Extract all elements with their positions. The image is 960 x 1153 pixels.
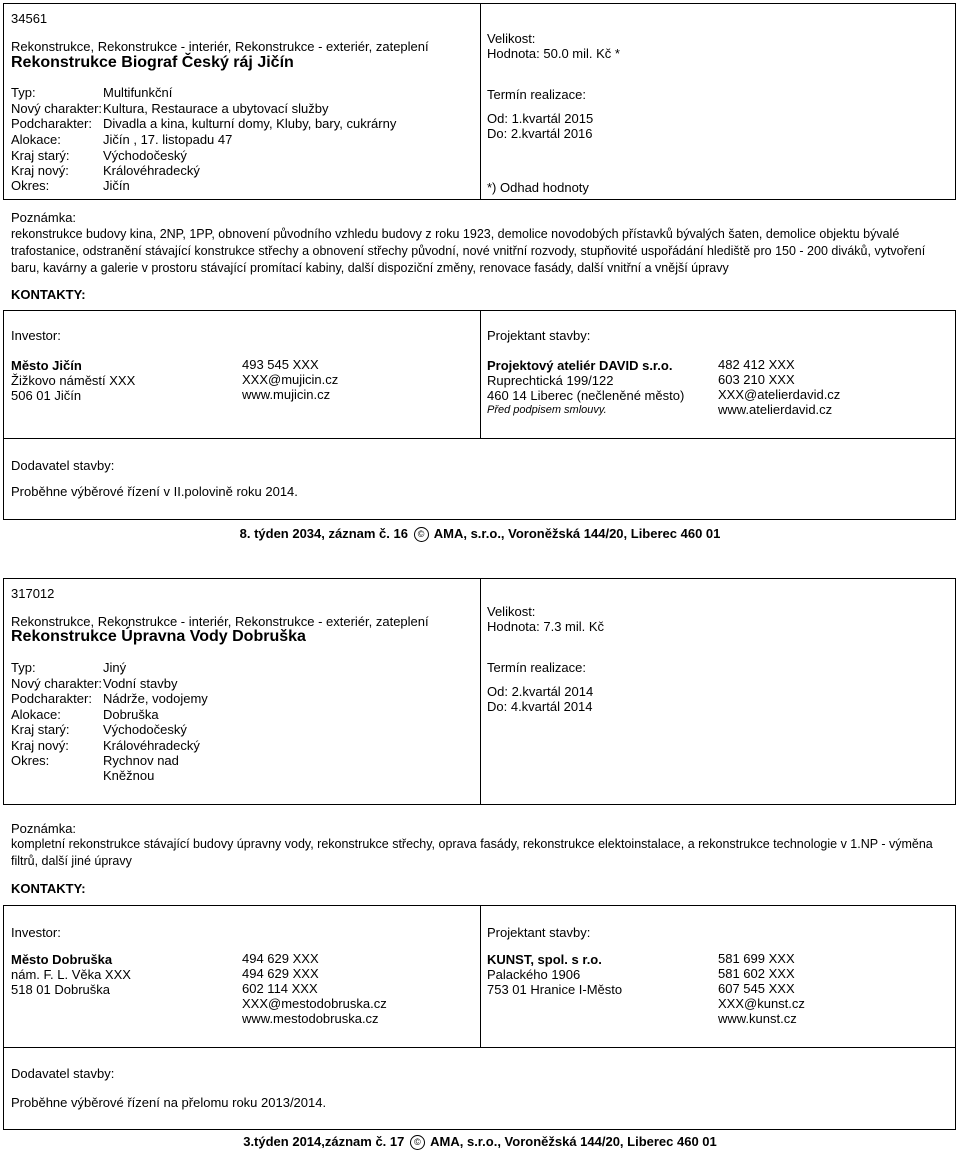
field-okres-label: Okres:: [11, 178, 50, 193]
field-novy-value: Vodní stavby: [103, 676, 178, 691]
projektant-phone3: 607 545 XXX: [718, 981, 795, 996]
investor-email[interactable]: XXX@mujicin.cz: [242, 372, 339, 387]
dodavatel-text: Proběhne výběrové řízení v II.polovině roku 2014.: [11, 484, 298, 499]
record-categories: Rekonstrukce, Rekonstrukce - interiér, Rekonstrukce - exteriér, zateplení: [11, 614, 429, 629]
record-id: 317012: [11, 586, 55, 601]
field-pod-label: Podcharakter:: [11, 116, 92, 131]
header-divider: [480, 3, 481, 200]
investor-phone3: 602 114 XXX: [242, 981, 318, 996]
record-title: Rekonstrukce Úpravna Vody Dobruška: [11, 628, 306, 645]
projektant-phone2: 581 602 XXX: [718, 966, 795, 981]
poznamka-text: rekonstrukce budovy kina, 2NP, 1PP, obnovení původního vzhledu budovy z roku 1923, demolice novodobých přístavků bývalých šaten, demolice objektu bývalé trafostanice, odstranění stávající konstrukce střechy a obnovení střechy původní, nové vnitřní rozvody, stupňovité uspořádání hlediště pro 150 - 200 diváků, vytvoření baru, kavárny a galerie v prostoru stávající promítací kabiny, další dispoziční změny, renovace fasády, další vnitřní a vnější úpravy: [11, 227, 926, 275]
projektant-email[interactable]: XXX@kunst.cz: [718, 996, 805, 1011]
field-knovy-value: Královéhradecký: [103, 163, 200, 178]
investor-addr2: 506 01 Jičín: [11, 388, 82, 403]
termin-od: Od: 2.kvartál 2014: [487, 684, 594, 699]
field-okres-label: Okres:: [11, 753, 50, 768]
projektant-phone1: 581 699 XXX: [718, 951, 795, 966]
termin-do: Do: 2.kvartál 2016: [487, 126, 593, 141]
field-pod-value: Nádrže, vodojemy: [103, 691, 208, 706]
record-title: Rekonstrukce Biograf Český ráj Jičín: [11, 54, 294, 71]
poznamka-label: Poznámka:: [11, 821, 77, 836]
kontakty-heading: KONTAKTY:: [11, 881, 86, 896]
field-typ-label: Typ:: [11, 660, 36, 675]
projektant-name: Projektový ateliér DAVID s.r.o.: [487, 358, 673, 373]
investor-label: Investor:: [11, 925, 61, 940]
field-kstary-label: Kraj starý:: [11, 722, 70, 737]
projektant-addr1: Ruprechtická 199/122: [487, 373, 614, 388]
investor-phone2: 494 629 XXX: [242, 966, 319, 981]
projektant-email[interactable]: XXX@atelierdavid.cz: [718, 387, 841, 402]
hodnota-value: Hodnota: 7.3 mil. Kč: [487, 619, 605, 634]
poznamka-text: kompletní rekonstrukce stávající budovy úpravny vody, rekonstrukce střechy, oprava fasády, rekonstrukce elektoinstalace, a rekonstrukce technologie v 1.NP - výměna filtrů, další jiné úpravy: [11, 837, 933, 868]
investor-addr1: nám. F. L. Věka XXX: [11, 967, 131, 982]
investor-addr1: Žižkovo náměstí XXX: [11, 373, 136, 388]
field-typ-value: Jiný: [103, 660, 127, 675]
field-okres-value-1: Rychnov nad: [103, 753, 179, 768]
footer-week-record: 8. týden 2034, záznam č. 16: [239, 526, 408, 541]
contacts-divider-v: [480, 905, 481, 1048]
field-knovy-label: Kraj nový:: [11, 738, 69, 753]
termin-label: Termín realizace:: [487, 660, 586, 675]
velikost-label: Velikost:: [487, 604, 536, 619]
footer-company: AMA, s.r.o., Voroněžská 144/20, Liberec 460 01: [430, 1134, 717, 1149]
projektant-web[interactable]: www.kunst.cz: [718, 1011, 797, 1026]
projektant-addr1: Palackého 1906: [487, 967, 581, 982]
field-typ-value: Multifunkční: [103, 85, 173, 100]
header-divider: [480, 578, 481, 805]
record-categories: Rekonstrukce, Rekonstrukce - interiér, Rekonstrukce - exteriér, zateplení: [11, 39, 429, 54]
field-alok-value: Jičín , 17. listopadu 47: [103, 132, 233, 147]
velikost-label: Velikost:: [487, 31, 536, 46]
footer-company: AMA, s.r.o., Voroněžská 144/20, Liberec 460 01: [433, 526, 721, 541]
field-knovy-label: Kraj nový:: [11, 163, 69, 178]
field-alok-label: Alokace:: [11, 132, 61, 147]
field-alok-value: Dobruška: [103, 707, 159, 722]
field-novy-value: Kultura, Restaurace a ubytovací služby: [103, 101, 329, 116]
projektant-label: Projektant stavby:: [487, 925, 591, 940]
poznamka-label: Poznámka:: [11, 210, 77, 225]
projektant-name: KUNST, spol. s r.o.: [487, 952, 602, 967]
hodnota-value: Hodnota: 50.0 mil. Kč *: [487, 46, 620, 61]
field-okres-value: Jičín: [103, 178, 130, 193]
investor-web[interactable]: www.mestodobruska.cz: [242, 1011, 379, 1026]
projektant-phone2: 603 210 XXX: [718, 372, 795, 387]
investor-email[interactable]: XXX@mestodobruska.cz: [242, 996, 387, 1011]
projektant-phone1: 482 412 XXX: [718, 357, 795, 372]
projektant-addr2: 753 01 Hranice I-Město: [487, 982, 623, 997]
investor-name: Město Jičín: [11, 358, 82, 373]
field-novy-label: Nový charakter:: [11, 101, 103, 116]
record-footer: [0, 526, 960, 542]
kontakty-heading: KONTAKTY:: [11, 287, 86, 302]
projektant-note: Před podpisem smlouvy.: [487, 404, 607, 416]
investor-phone1: 494 629 XXX: [242, 951, 319, 966]
copyright-icon: ©: [414, 527, 429, 542]
dodavatel-text: Proběhne výběrové řízení na přelomu roku 2013/2014.: [11, 1095, 327, 1110]
projektant-web[interactable]: www.atelierdavid.cz: [718, 402, 833, 417]
field-kstary-label: Kraj starý:: [11, 148, 70, 163]
field-kstary-value: Východočeský: [103, 722, 187, 737]
investor-addr2: 518 01 Dobruška: [11, 982, 111, 997]
footer-week-record: 3.týden 2014,záznam č. 17: [243, 1134, 405, 1149]
termin-label: Termín realizace:: [487, 87, 586, 102]
odhad-note: *) Odhad hodnoty: [487, 180, 589, 195]
record-id: 34561: [11, 11, 48, 26]
field-knovy-value: Královéhradecký: [103, 738, 200, 753]
dodavatel-label: Dodavatel stavby:: [11, 458, 115, 473]
field-kstary-value: Východočeský: [103, 148, 187, 163]
termin-do: Do: 4.kvartál 2014: [487, 699, 593, 714]
field-okres-value-2: Kněžnou: [103, 768, 155, 783]
field-alok-label: Alokace:: [11, 707, 61, 722]
contacts-divider-v: [480, 310, 481, 439]
projektant-label: Projektant stavby:: [487, 328, 591, 343]
copyright-icon: ©: [410, 1135, 425, 1150]
field-typ-label: Typ:: [11, 85, 36, 100]
investor-phone: 493 545 XXX: [242, 357, 319, 372]
record-footer: [0, 1134, 960, 1150]
investor-web[interactable]: www.mujicin.cz: [242, 387, 331, 402]
dodavatel-label: Dodavatel stavby:: [11, 1066, 115, 1081]
field-pod-value: Divadla a kina, kulturní domy, Kluby, bary, cukrárny: [103, 116, 397, 131]
investor-label: Investor:: [11, 328, 61, 343]
termin-od: Od: 1.kvartál 2015: [487, 111, 594, 126]
investor-name: Město Dobruška: [11, 952, 113, 967]
field-pod-label: Podcharakter:: [11, 691, 92, 706]
projektant-addr2: 460 14 Liberec (nečleněné město): [487, 388, 685, 403]
contacts-divider-h: [3, 438, 956, 439]
contacts-divider-h: [3, 1047, 956, 1048]
field-novy-label: Nový charakter:: [11, 676, 103, 691]
